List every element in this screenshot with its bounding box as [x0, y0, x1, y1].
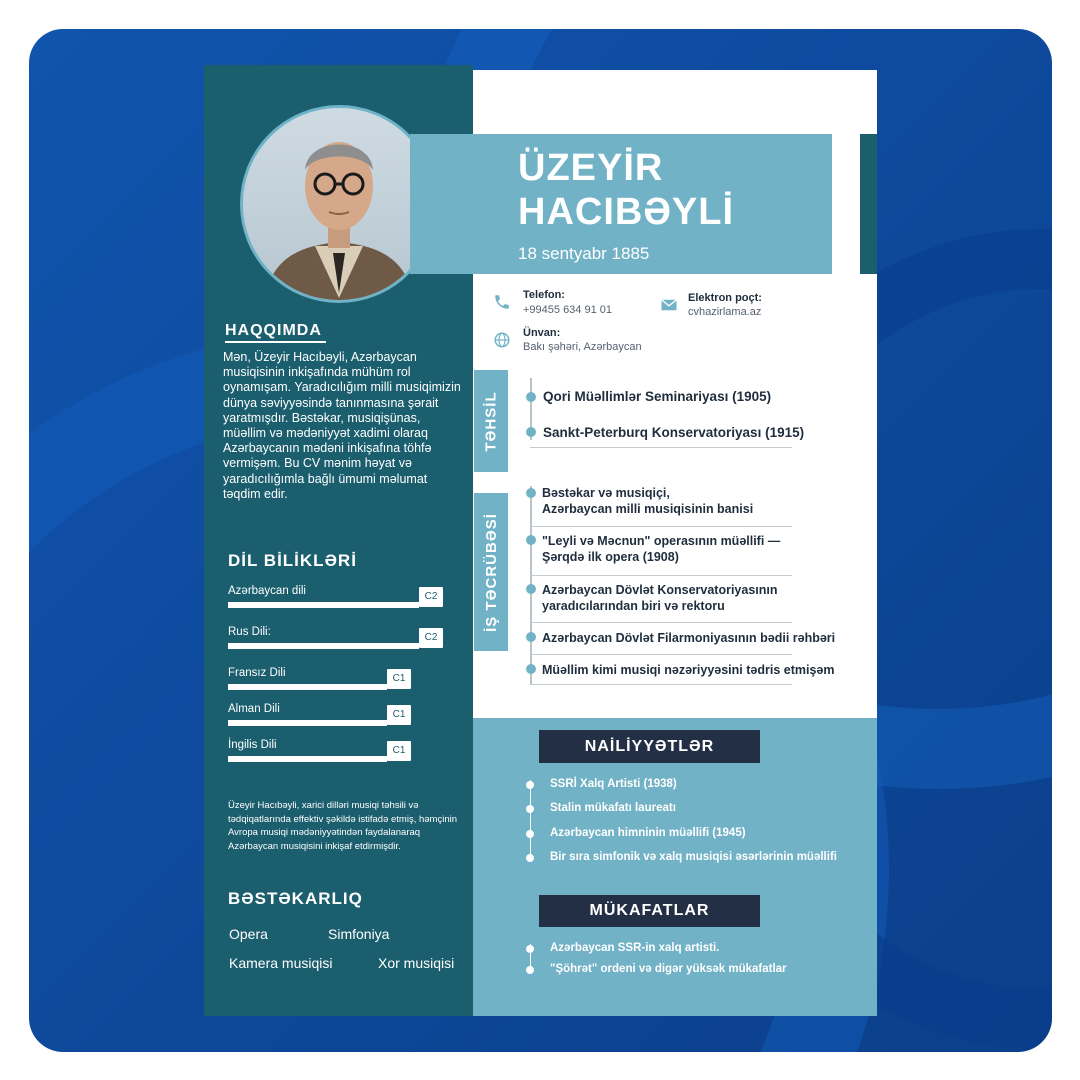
education-item: Qori Müəllimlər Seminariyası (1905) [543, 389, 772, 404]
achievements-heading: NAİLİYYƏTLƏR [539, 730, 760, 763]
achievement-dot [526, 781, 534, 789]
language-proficiency-bar [228, 720, 387, 726]
name-line-first: ÜZEYİR [518, 147, 664, 189]
experience-line: Azərbaycan Dövlət Konservatoriyasının [542, 583, 778, 597]
language-note: Üzeyir Hacıbəyli, xarici dilləri musiqi təhsili və tədqiqatlarında effektiv şəkildə istifadə etmiş, həmçinin Avropa musiqi mədəniyyətindən faydalanaraq Azərbaycan musiqisini inkişaf etdirmişdir. [228, 800, 458, 852]
phone-icon [493, 293, 511, 311]
phone-label: Telefon: [523, 289, 565, 301]
composition-heading: BƏSTƏKARLIQ [228, 889, 363, 908]
experience-item [542, 582, 778, 614]
experience-line: yaradıcılarından biri və rektoru [542, 599, 725, 613]
experience-line: Azərbaycan milli musiqisinin banisi [542, 502, 754, 516]
achievement-item: SSRİ Xalq Artisti (1938) [550, 778, 677, 790]
composition-item: Xor musiqisi [378, 955, 455, 971]
achievement-item: Azərbaycan himninin müəllifi (1945) [550, 827, 746, 839]
awards-heading: MÜKAFATLAR [539, 895, 760, 927]
languages-heading: DİL BİLİKLƏRİ [228, 551, 357, 570]
timeline-dot [526, 584, 536, 594]
education-tab [474, 370, 508, 472]
experience-item [542, 485, 753, 517]
portrait-illustration [243, 108, 435, 300]
experience-tab [474, 493, 508, 651]
name-line-last: HACIBƏYLİ [518, 191, 735, 233]
language-proficiency-bar [228, 643, 419, 649]
globe-icon [493, 331, 511, 349]
achievement-item: Stalin mükafatı laureatı [550, 802, 676, 814]
language-name: Fransız Dili [228, 667, 286, 679]
experience-line: Şərqdə ilk opera (1908) [542, 550, 679, 564]
profile-photo [240, 105, 438, 303]
achievements-timeline [530, 780, 531, 860]
divider [530, 622, 792, 623]
language-proficiency-bar [228, 602, 419, 608]
achievement-dot [526, 805, 534, 813]
language-level-badge: C1 [387, 741, 411, 761]
education-heading: TƏHSİL [482, 390, 500, 452]
composition-item: Simfoniya [328, 926, 390, 942]
achievement-dot [526, 830, 534, 838]
email-value: cvhazirlama.az [688, 306, 762, 318]
language-proficiency-bar [228, 756, 387, 762]
birth-date: 18 sentyabr 1885 [518, 244, 650, 263]
composition-item: Kamera musiqisi [229, 955, 333, 971]
timeline-dot [526, 664, 536, 674]
experience-item: Azərbaycan Dövlət Filarmoniyasının bədii rəhbəri [542, 631, 836, 645]
phone-value: +99455 634 91 01 [523, 304, 613, 316]
language-name: Rus Dili: [228, 626, 271, 638]
language-level-badge: C2 [419, 628, 443, 648]
email-icon [660, 296, 678, 314]
divider [530, 575, 792, 576]
award-dot [526, 945, 534, 953]
person-name [518, 146, 734, 234]
achievement-item: Bir sıra simfonik və xalq musiqisi əsərlərinin müəllifi [550, 851, 837, 863]
address-value: Bakı şəhəri, Azərbaycan [523, 341, 642, 353]
language-name: Alman Dili [228, 703, 280, 715]
accent-bar [860, 134, 877, 274]
experience-heading: İŞ TƏCRÜBƏSİ [482, 512, 500, 632]
experience-line: Bəstəkar və musiqiçi, [542, 486, 670, 500]
award-item: Azərbaycan SSR-in xalq artisti. [550, 942, 720, 954]
language-level-badge: C1 [387, 705, 411, 725]
timeline-dot [526, 392, 536, 402]
achievement-dot [526, 854, 534, 862]
language-level-badge: C1 [387, 669, 411, 689]
divider [530, 654, 792, 655]
heading-underline [225, 341, 326, 343]
experience-line: "Leyli və Məcnun" operasının müəllifi — [542, 534, 781, 548]
experience-item: Müəllim kimi musiqi nəzəriyyəsini tədris etmişəm [542, 663, 835, 677]
timeline-dot [526, 427, 536, 437]
address-label: Ünvan: [523, 327, 561, 339]
award-item: "Şöhrət" ordeni və digər yüksək mükafatlar [550, 963, 787, 975]
divider [530, 684, 792, 685]
timeline-dot [526, 488, 536, 498]
experience-item [542, 533, 780, 565]
timeline-dot [526, 535, 536, 545]
language-level-badge: C2 [419, 587, 443, 607]
about-heading: HAQQIMDA [225, 322, 322, 339]
email-label: Elektron poçt: [688, 292, 762, 304]
language-proficiency-bar [228, 684, 387, 690]
divider [530, 447, 792, 448]
composition-item: Opera [229, 926, 268, 942]
about-text: Mən, Üzeyir Hacıbəyli, Azərbaycan musiqisinin inkişafında mühüm rol oynamışam. Yaradıcılığım milli musiqimizin dünya səviyyəsində tanınmasına şərait yaratmışdır. Bəstəkar, musiqişünas, müəllim və mədəniyyət xadimi olaraq Azərbaycanın mədəni inkişafına töhfə vermişəm. Bu CV mənim həyat və yaradıcılığımla bağlı ümumi məlumat təqdim edir. [223, 350, 461, 501]
award-dot [526, 966, 534, 974]
divider [530, 526, 792, 527]
timeline-dot [526, 632, 536, 642]
education-item: Sankt-Peterburq Konservatoriyası (1915) [543, 425, 805, 440]
language-name: İngilis Dili [228, 739, 277, 751]
language-name: Azərbaycan dili [228, 585, 306, 597]
